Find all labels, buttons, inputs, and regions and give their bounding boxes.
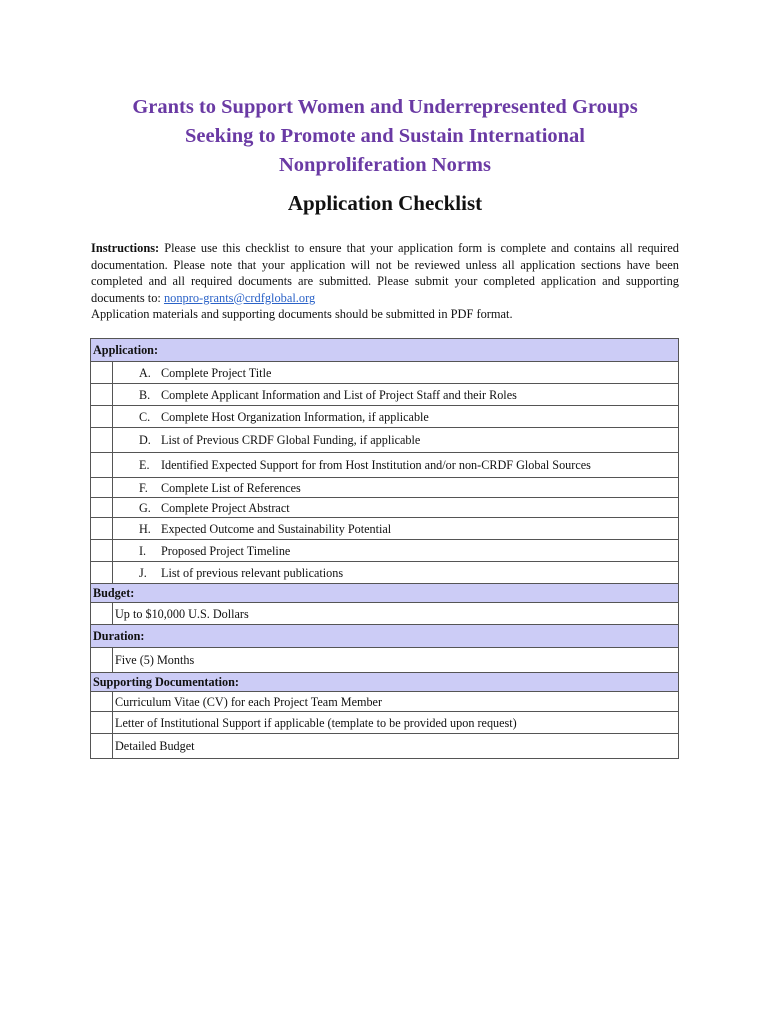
instructions-label: Instructions:: [91, 241, 160, 255]
checklist-row: [91, 453, 679, 478]
item-letter: E.: [139, 458, 150, 472]
item-letter: J.: [139, 565, 147, 580]
email-link[interactable]: nonpro-grants@crdfglobal.org: [163, 290, 316, 305]
item-letter: C.: [139, 409, 151, 424]
checkbox-cell[interactable]: [91, 734, 113, 759]
item-letter: A.: [139, 365, 151, 380]
section-heading: Application:: [91, 339, 679, 362]
item-text: Detailed Budget: [113, 734, 679, 759]
checkbox-cell[interactable]: [91, 478, 113, 498]
checkbox-cell[interactable]: [91, 692, 113, 712]
checklist-row: [91, 734, 679, 759]
item-text: Curriculum Vitae (CV) for each Project Team Member: [113, 692, 679, 712]
item-text: Up to $10,000 U.S. Dollars: [113, 603, 679, 625]
checkbox-cell[interactable]: [91, 406, 113, 428]
item-text: Complete Host Organization Information, if applicable: [161, 409, 429, 424]
checkbox-cell[interactable]: [91, 712, 113, 734]
checklist-row: [91, 692, 679, 712]
item-text: Complete Project Title: [161, 365, 272, 380]
section-duration: [91, 625, 679, 648]
section-supporting-documentation: [91, 673, 679, 692]
item-text: Complete Applicant Information and List of Project Staff and their Roles: [161, 387, 517, 402]
checklist-row: [91, 562, 679, 584]
checkbox-cell[interactable]: [91, 428, 113, 453]
title-line-2: Seeking to Promote and Sustain International: [185, 125, 585, 147]
item-text: Complete List of References: [161, 480, 301, 495]
item-letter: H.: [139, 521, 151, 536]
instructions-text: Please use this checklist to ensure that your application form is complete and contains all required documentation. Please note that your application will not be reviewed unless all application sections have been completed and all required documents are submitted. Please submit your completed application and supporting documents to:: [91, 241, 679, 305]
instructions-block: [91, 240, 679, 323]
title-line-3: Nonproliferation Norms: [278, 154, 491, 176]
item-text: List of Previous CRDF Global Funding, if applicable: [161, 433, 421, 447]
section-heading: Duration:: [91, 625, 679, 648]
checklist-row: [91, 603, 679, 625]
checklist-row: [91, 406, 679, 428]
item-letter: D.: [139, 433, 151, 447]
checklist-heading: Application Checklist: [287, 191, 483, 215]
checkbox-cell[interactable]: [91, 453, 113, 478]
checklist-row: [91, 498, 679, 518]
item-text: Expected Outcome and Sustainability Potential: [161, 521, 392, 536]
checklist-table: [90, 338, 679, 759]
item-letter: B.: [139, 387, 151, 402]
checkbox-cell[interactable]: [91, 498, 113, 518]
checklist-row: [91, 518, 679, 540]
checklist-row: [91, 384, 679, 406]
checkbox-cell[interactable]: [91, 540, 113, 562]
checklist-row: [91, 648, 679, 673]
title-line-1: Grants to Support Women and Underrepresented Groups: [132, 96, 638, 118]
document-title: [60, 93, 710, 180]
item-text: Letter of Institutional Support if applicable (template to be provided upon request): [113, 712, 679, 734]
section-heading: Budget:: [91, 584, 679, 603]
checklist-row: [91, 540, 679, 562]
item-letter: I.: [139, 543, 147, 558]
item-text: Proposed Project Timeline: [161, 543, 291, 558]
item-letter: G.: [139, 500, 151, 515]
checkbox-cell[interactable]: [91, 562, 113, 584]
section-application: [91, 339, 679, 362]
item-text: Identified Expected Support for from Host Institution and/or non-CRDF Global Sources: [161, 458, 591, 472]
section-heading: Supporting Documentation:: [91, 673, 679, 692]
item-text: List of previous relevant publications: [161, 565, 344, 580]
item-letter: F.: [139, 480, 148, 495]
checklist-row: [91, 428, 679, 453]
instructions-paragraph: [91, 240, 679, 306]
checkbox-cell[interactable]: [91, 603, 113, 625]
pdf-format-note: Application materials and supporting documents should be submitted in PDF format.: [91, 307, 513, 321]
checklist-row: [91, 362, 679, 384]
item-text: Five (5) Months: [113, 648, 679, 673]
checkbox-cell[interactable]: [91, 362, 113, 384]
checklist-row: [91, 712, 679, 734]
checkbox-cell[interactable]: [91, 648, 113, 673]
checklist-row: [91, 478, 679, 498]
item-text: Complete Project Abstract: [161, 500, 290, 515]
checkbox-cell[interactable]: [91, 384, 113, 406]
checkbox-cell[interactable]: [91, 518, 113, 540]
section-budget: [91, 584, 679, 603]
